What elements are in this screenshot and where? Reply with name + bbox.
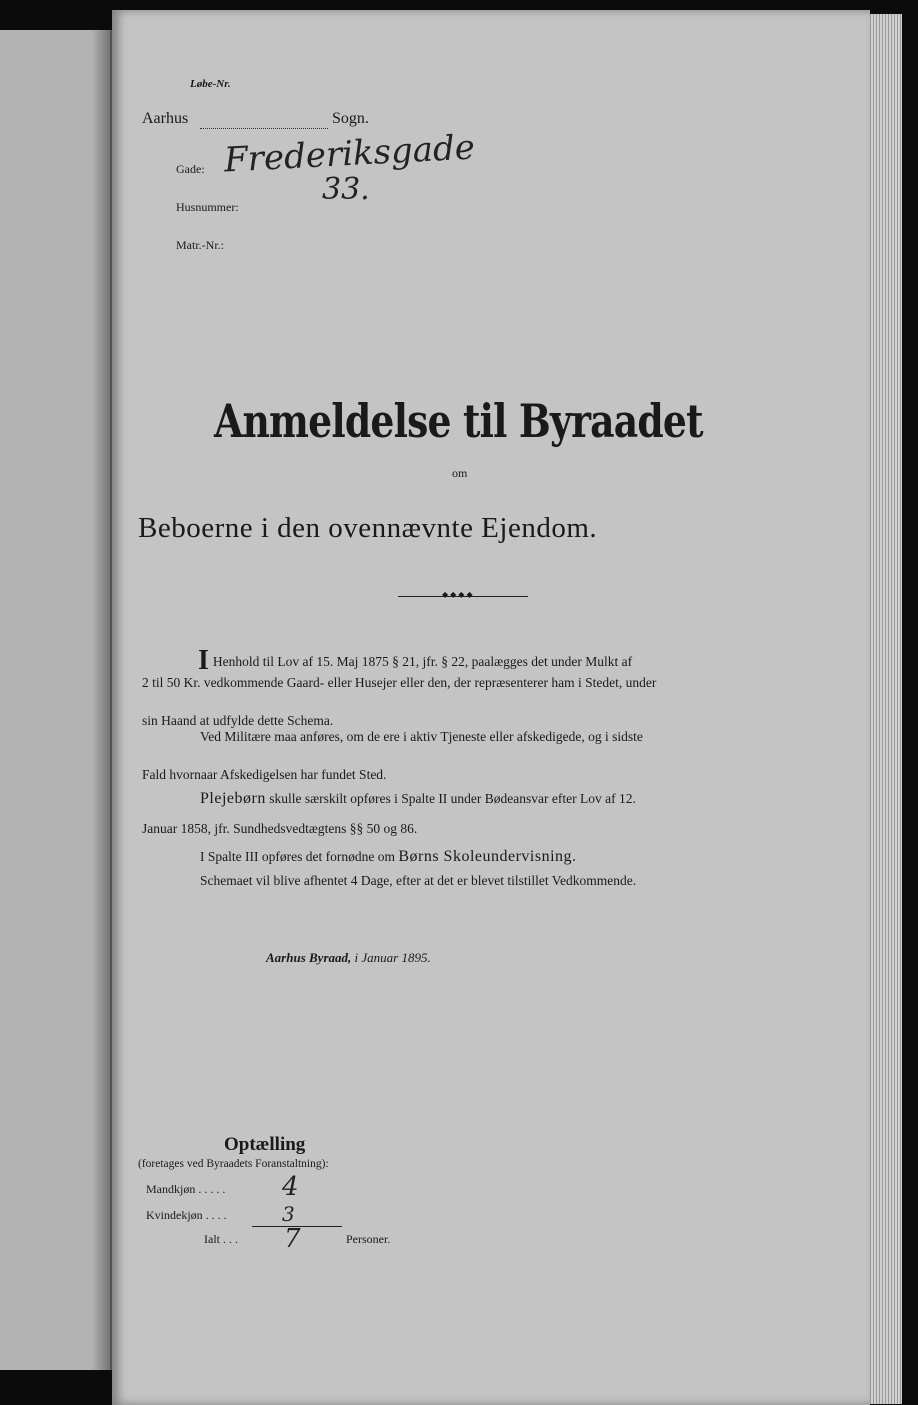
- body-line-2: 2 til 50 Kr. vedkommende Gaard- eller Husejer eller den, der repræsenterer ham i Stedet, under: [142, 675, 657, 690]
- body-line-5: Fald hvornaar Afskedigelsen har fundet Sted.: [142, 767, 387, 782]
- signature-line: [266, 950, 431, 966]
- document-page: [112, 10, 870, 1405]
- dropcap-letter: I: [198, 645, 209, 676]
- body-line-7: Januar 1858, jfr. Sundhedsvedtægtens §§ 50 og 86.: [142, 821, 418, 836]
- personer-label: Personer.: [346, 1232, 391, 1246]
- body-line-9: Schemaet vil blive afhentet 4 Dage, efter at det er blevet tilstillet Vedkommende.: [200, 873, 637, 888]
- city-label: Aarhus: [142, 110, 189, 127]
- mandkjon-value: 4: [282, 1172, 299, 1202]
- body-line-1: I Henhold til Lov af 15. Maj 1875 § 21, jfr. § 22, paalægges det under Mulkt af: [198, 645, 633, 676]
- ornament-diamonds: ◆◆◆◆: [442, 590, 475, 599]
- plejeborn-word: Plejebørn: [200, 790, 266, 807]
- husnummer-label: Husnummer:: [176, 200, 239, 214]
- husnummer-value: 33.: [322, 172, 370, 207]
- om-label: om: [452, 466, 468, 480]
- mandkjon-label: Mandkjøn . . . . .: [146, 1182, 226, 1196]
- matr-label: Matr.-Nr.:: [176, 238, 224, 252]
- document-title: Anmeldelse til Byraadet: [214, 394, 703, 448]
- document-subtitle: Beboerne i den ovennævnte Ejendom.: [138, 512, 598, 544]
- kvindekjon-label: Kvindekjøn . . . .: [146, 1208, 227, 1222]
- left-page-edge: [0, 30, 112, 1370]
- body-line-6: Plejebørn skulle særskilt opføres i Spalte II under Bødeansvar efter Lov af 12.: [200, 790, 636, 807]
- ialt-value: 7: [284, 1224, 301, 1254]
- count-subtitle: (foretages ved Byraadets Foranstaltning):: [138, 1158, 329, 1170]
- ialt-label: Ialt . . .: [204, 1232, 238, 1246]
- gade-value: Frederiksgade: [223, 127, 476, 181]
- sogn-label: Sogn.: [332, 110, 369, 127]
- instructions-body: [112, 10, 870, 910]
- signature-date: i Januar 1895.: [354, 950, 431, 965]
- body-line-8: I Spalte III opføres det fornødne om Børns Skoleundervisning.: [200, 848, 577, 865]
- gade-label: Gade:: [176, 162, 205, 176]
- body-line-3: sin Haand at udfylde dette Schema.: [142, 713, 334, 728]
- byraad-name: Aarhus Byraad,: [266, 950, 352, 965]
- count-title: Optælling: [224, 1134, 306, 1155]
- borns-skole-word: Børns Skoleundervisning.: [398, 848, 577, 865]
- kvindekjon-value: 3: [282, 1202, 295, 1226]
- body-line-4: Ved Militære maa anføres, om de ere i aktiv Tjeneste eller afskedigede, og i sidste: [200, 729, 643, 744]
- loebe-nr-label: Løbe-Nr.: [190, 78, 231, 90]
